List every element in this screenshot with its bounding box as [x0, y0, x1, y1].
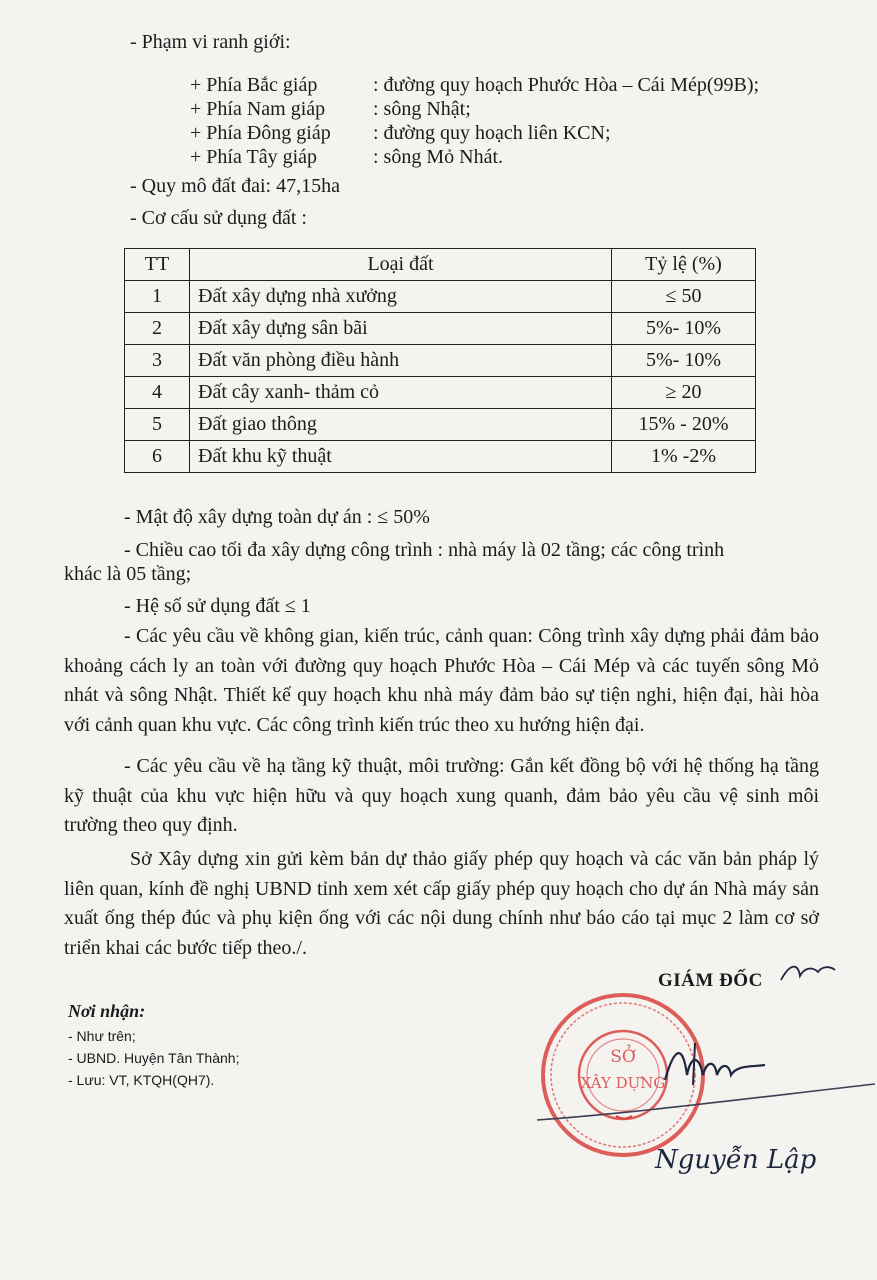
header-land-type: Loại đất — [190, 249, 612, 281]
header-tt: TT — [125, 249, 190, 281]
svg-text:XÂY DỰNG: XÂY DỰNG — [580, 1074, 666, 1092]
row-tt: 1 — [125, 281, 190, 313]
signature-line-icon — [535, 1080, 877, 1125]
initial-mark-icon — [778, 958, 838, 986]
boundary-side-value: : đường quy hoạch liên KCN; — [373, 122, 611, 144]
boundary-east — [190, 121, 611, 145]
recipients-title: Nơi nhận: — [68, 1001, 146, 1021]
boundary-side-label: + Phía Bắc giáp — [190, 74, 318, 96]
max-height-line-2: khác là 05 tầng; — [64, 563, 192, 585]
table-row — [125, 345, 756, 377]
boundary-side-label: + Phía Tây giáp — [190, 146, 318, 168]
table-row — [125, 377, 756, 409]
row-ratio: 5%- 10% — [612, 313, 756, 345]
land-scale: - Quy mô đất đai: 47,15ha — [130, 175, 340, 197]
recipient-item: - Lưu: VT, KTQH(QH7). — [68, 1072, 215, 1088]
director-title: GIÁM ĐỐC — [658, 970, 763, 991]
closing-paragraph: Sở Xây dựng xin gửi kèm bản dự thảo giấy phép quy hoạch và các văn bản pháp lý liên quan, kính đề nghị UBND tỉnh xem xét cấp giấy phép quy hoạch cho dự án Nhà máy sản xuất ống thép đúc và phụ kiện ống với các nội dung chính như báo cáo tại mục 2 làm cơ sở triển khai các bước tiếp theo./. — [64, 848, 819, 959]
svg-text:SỞ: SỞ — [610, 1047, 636, 1067]
row-ratio: 5%- 10% — [612, 345, 756, 377]
row-land-type: Đất xây dựng nhà xưởng — [190, 281, 612, 313]
recipient-item: - Như trên; — [68, 1028, 136, 1044]
row-ratio: ≤ 50 — [612, 281, 756, 313]
building-density: - Mật độ xây dựng toàn dự án : ≤ 50% — [124, 506, 430, 528]
land-use-coefficient: - Hệ số sử dụng đất ≤ 1 — [124, 595, 311, 617]
land-use-table — [124, 248, 756, 473]
row-tt: 6 — [125, 441, 190, 473]
signer-name: Nguyễn Lập — [655, 1145, 817, 1175]
row-tt: 5 — [125, 409, 190, 441]
header-ratio: Tỷ lệ (%) — [612, 249, 756, 281]
table-row — [125, 441, 756, 473]
row-land-type: Đất văn phòng điều hành — [190, 345, 612, 377]
boundary-side-value: : sông Mỏ Nhát. — [373, 146, 503, 168]
table-row — [125, 281, 756, 313]
recipient-item: - UBND. Huyện Tân Thành; — [68, 1050, 240, 1066]
max-height-line-1: - Chiều cao tối đa xây dựng công trình : nhà máy là 02 tầng; các công trình — [124, 539, 725, 561]
row-tt: 4 — [125, 377, 190, 409]
boundary-west — [190, 145, 503, 169]
row-land-type: Đất xây dựng sân bãi — [190, 313, 612, 345]
boundary-side-label: + Phía Nam giáp — [190, 98, 326, 120]
row-ratio: ≥ 20 — [612, 377, 756, 409]
row-land-type: Đất giao thông — [190, 409, 612, 441]
structure-heading: - Cơ cấu sử dụng đất : — [130, 207, 307, 229]
row-tt: 2 — [125, 313, 190, 345]
row-land-type: Đất khu kỹ thuật — [190, 441, 612, 473]
row-ratio: 15% - 20% — [612, 409, 756, 441]
boundary-side-label: + Phía Đông giáp — [190, 122, 331, 144]
boundary-side-value: : sông Nhật; — [373, 98, 471, 120]
table-header-row — [125, 249, 756, 281]
table-row — [125, 409, 756, 441]
row-ratio: 1% -2% — [612, 441, 756, 473]
infrastructure-requirements: - Các yêu cầu về hạ tầng kỹ thuật, môi trường: Gắn kết đồng bộ với hệ thống hạ tầng kỹ thuật của khu vực hiện hữu và quy hoạch xung quanh, đảm bảo yêu cầu vệ sinh môi trường theo quy định. — [64, 755, 819, 836]
table-row — [125, 313, 756, 345]
row-tt: 3 — [125, 345, 190, 377]
boundary-heading: - Phạm vi ranh giới: — [130, 31, 291, 53]
boundary-side-value: : đường quy hoạch Phước Hòa – Cái Mép(99B); — [373, 74, 760, 96]
boundary-south — [190, 97, 471, 121]
row-land-type: Đất cây xanh- thảm cỏ — [190, 377, 612, 409]
space-requirements: - Các yêu cầu về không gian, kiến trúc, cảnh quan: Công trình xây dựng phải đảm bảo khoảng cách ly an toàn với đường quy hoạch Phước Hòa – Cái Mép và các tuyến sông Mỏ nhát và sông Nhật. Thiết kế quy hoạch khu nhà máy đảm bảo sự tiện nghi, hiện đại, hài hòa với cảnh quan khu vực. Các công trình kiến trúc theo xu hướng hiện đại. — [64, 625, 819, 736]
boundary-north — [190, 73, 759, 97]
